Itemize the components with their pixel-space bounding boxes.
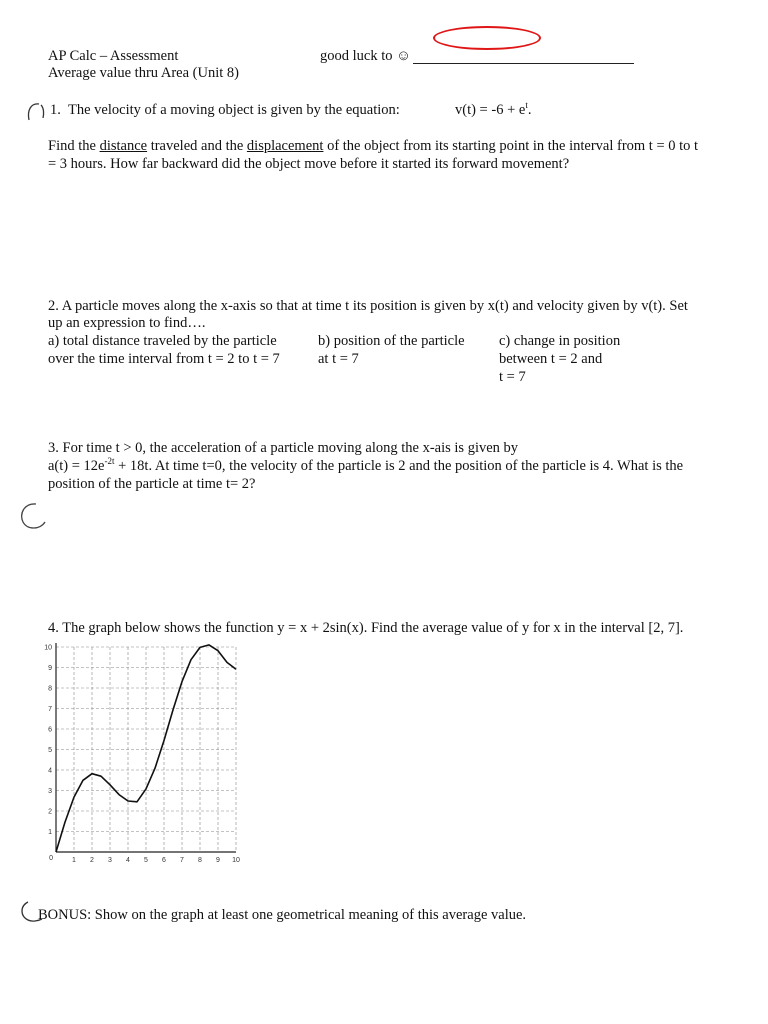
x-tick-label: 8 [198, 857, 202, 864]
x-tick-label: 5 [144, 857, 148, 864]
x-tick-label: 1 [72, 857, 76, 864]
y-tick-label: 4 [48, 767, 52, 775]
y-tick-label: 8 [48, 685, 52, 693]
y-tick-label: 9 [48, 665, 52, 672]
y-tick-label: 2 [48, 808, 52, 816]
x-tick-label: 10 [232, 857, 240, 864]
q3-line1: 3. For time t > 0, the acceleration of a particle moving along the x-ais is given by [48, 440, 519, 456]
good-luck-label: good luck to ☺ [320, 48, 411, 64]
q2-part-a2: over the time interval from t = 2 to t = 7 [48, 351, 280, 367]
q2-part-c1: c) change in position [499, 333, 621, 349]
q2-part-a1: a) total distance traveled by the particle [48, 333, 277, 349]
q1-body-line1: Find the distance traveled and the displacement of the object from its starting point in the interval from t = 0 to t [48, 138, 699, 154]
x-tick-label: 6 [162, 857, 166, 864]
unit-title: Average value thru Area (Unit 8) [48, 65, 239, 81]
x-tick-label: 2 [90, 857, 94, 864]
q2-part-b2: at t = 7 [318, 351, 359, 367]
q1-equation: $v(t) = -6 + e^t$. [455, 100, 532, 118]
y-tick-label: 10 [44, 644, 52, 652]
q2-part-c3: t = 7 [499, 369, 526, 385]
x-tick-label: 3 [108, 857, 112, 864]
y-tick-label: 6 [48, 726, 52, 734]
name-blank-line[interactable] [413, 63, 634, 64]
function-graph [30, 638, 245, 870]
q4-prompt: 4. The graph below shows the function y = x + 2sin(x). Find the average value of y for x in the interval [2, 7]. [48, 620, 684, 636]
q2-line1: 2. A particle moves along the x-axis so that at time t its position is given by x(t) and velocity given by v(t). Set [48, 298, 688, 314]
q3-line3: position of the particle at time t= 2? [48, 476, 256, 492]
y-tick-label: 7 [48, 706, 52, 713]
hand-drawn-mark [17, 100, 47, 124]
x-tick-label: 4 [126, 857, 130, 864]
y-tick-label: 5 [48, 747, 52, 754]
x-tick-label: 9 [216, 857, 220, 864]
q1-number: 1. [50, 102, 61, 118]
q1-prompt: The velocity of a moving object is given by the equation: [68, 102, 400, 118]
y-tick-label: 1 [48, 829, 52, 836]
q2-part-c2: between t = 2 and [499, 351, 603, 367]
bonus-prompt: BONUS: Show on the graph at least one geometrical meaning of this average value. [38, 907, 527, 923]
q3-line2: $a(t) = 12e^{-2t} + 18t$. At time t=0, the velocity of the particle is 2 and the position of the particle is 4. What is the [48, 456, 684, 474]
x-tick-label: 7 [180, 857, 184, 864]
course-title: AP Calc – Assessment [48, 48, 179, 64]
hand-drawn-circle-mark [16, 500, 50, 532]
q2-part-b1: b) position of the particle [318, 333, 465, 349]
q1-body-line2: = 3 hours. How far backward did the object move before it started its forward movement? [48, 156, 570, 172]
y-tick-label: 3 [48, 788, 52, 795]
q2-line2: up an expression to find…. [48, 315, 206, 331]
origin-label: 0 [49, 855, 53, 862]
red-oval-mark [433, 26, 541, 50]
